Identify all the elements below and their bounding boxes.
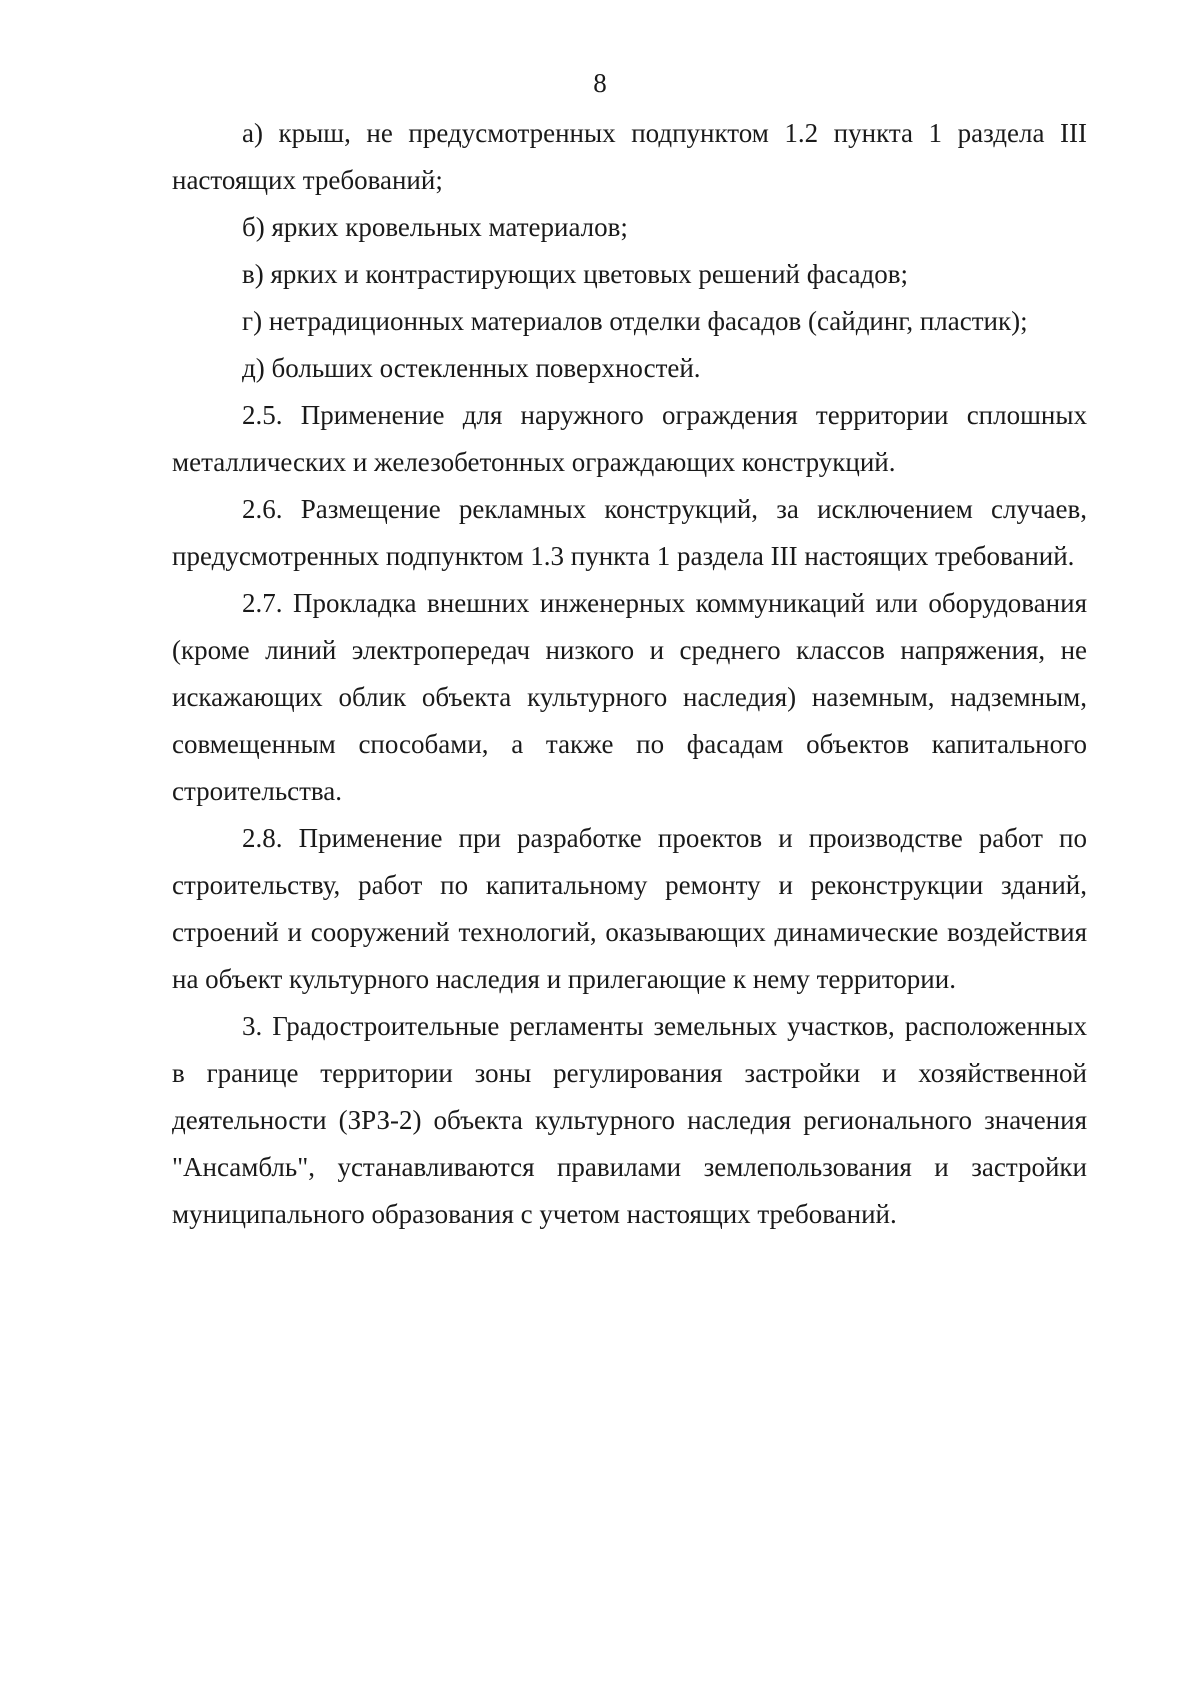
list-item-a: а) крыш, не предусмотренных подпунктом 1.2 пункта 1 раздела III настоящих требований; [172,118,1087,195]
clause-2-7: 2.7. Прокладка внешних инженерных коммуникаций или оборудования (кроме линий электропередач низкого и среднего классов напряжения, не искажающих облик объекта культурного наследия) наземным, надземным, совмещенным способами, а также по фасадам объектов капитального строительства. [172,588,1087,806]
list-item-b: б) ярких кровельных материалов; [242,212,628,242]
list-item-v: в) ярких и контрастирующих цветовых решений фасадов; [242,259,908,289]
clause-2-6: 2.6. Размещение рекламных конструкций, за исключением случаев, предусмотренных подпунктом 1.3 пункта 1 раздела III настоящих требований. [172,494,1087,571]
list-item-d: д) больших остекленных поверхностей. [242,353,701,383]
clause-2-5: 2.5. Применение для наружного ограждения территории сплошных металлических и железобетонных ограждающих конструкций. [172,400,1087,477]
document-body [172,110,1087,1238]
clause-3: 3. Градостроительные регламенты земельных участков, расположенных в границе территории зоны регулирования застройки и хозяйственной деятельности (ЗРЗ-2) объекта культурного наследия регионального значения "Ансамбль", устанавливаются правилами землепользования и застройки муниципального образования с учетом настоящих требований. [172,1011,1087,1229]
list-item-g: г) нетрадиционных материалов отделки фасадов (сайдинг, пластик); [242,306,1028,336]
page-number: 8 [593,68,607,98]
clause-2-8: 2.8. Применение при разработке проектов и производстве работ по строительству, работ по капитальному ремонту и реконструкции зданий, строений и сооружений технологий, оказывающих динамические воздействия на объект культурного наследия и прилегающие к нему территории. [172,823,1087,994]
